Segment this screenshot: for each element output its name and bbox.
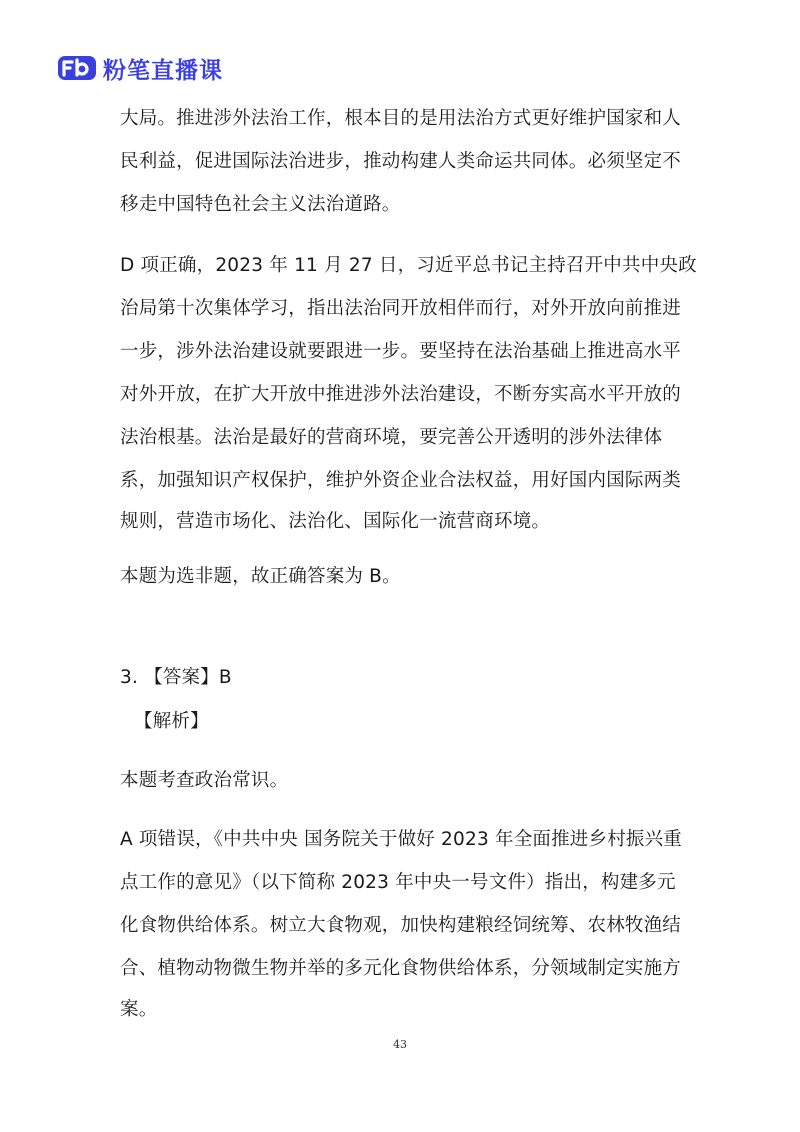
analysis-heading: 【解析】	[134, 711, 209, 732]
answer-heading: 3. 【答案】B	[120, 667, 232, 688]
paragraph-line: 一步，涉外法治建设就要跟进一步。要坚持在法治基础上推进高水平	[120, 341, 682, 362]
brand-text: 粉笔直播课	[103, 57, 223, 84]
paragraph-line: 移走中国特色社会主义法治道路。	[120, 194, 401, 215]
paragraph-line: 系，加强知识产权保护，维护外资企业合法权益，用好国内国际两类	[120, 470, 682, 491]
paragraph-line: 法治根基。法治是最好的营商环境，要完善公开透明的涉外法律体	[120, 427, 663, 448]
page-number: 43	[393, 1038, 407, 1051]
paragraph-line: 大局。推进涉外法治工作，根本目的是用法治方式更好维护国家和人	[120, 108, 682, 129]
paragraph-line: 规则，营造市场化、法治化、国际化一流营商环境。	[120, 511, 551, 532]
paragraph-line: 化食物供给体系。树立大食物观，加快构建粮经饲统筹、农林牧渔结	[120, 915, 682, 936]
paragraph-line: D 项正确，2023 年 11 月 27 日，习近平总书记主持召开中共中央政	[120, 255, 697, 276]
paragraph-line: 合、植物动物微生物并举的多元化食物供给体系，分领域制定实施方	[120, 958, 682, 979]
paragraph-line: 对外开放，在扩大开放中推进涉外法治建设，不断夯实高水平开放的	[120, 384, 682, 405]
paragraph-line: 点工作的意见》（以下简称 2023 年中央一号文件）指出，构建多元	[120, 872, 676, 893]
paragraph-line: 案。	[120, 999, 158, 1020]
conclusion-line: 本题为选非题，故正确答案为 B。	[120, 566, 401, 587]
paragraph-line: 本题考查政治常识。	[120, 770, 289, 791]
paragraph-line: 治局第十次集体学习，指出法治同开放相伴而行，对外开放向前推进	[120, 298, 682, 319]
paragraph-line: A 项错误，《中共中央 国务院关于做好 2023 年全面推进乡村振兴重	[120, 829, 683, 850]
header	[57, 52, 223, 84]
fenbi-logo-icon	[57, 54, 97, 82]
paragraph-line: 民利益，促进国际法治进步，推动构建人类命运共同体。必须坚定不	[120, 151, 682, 172]
